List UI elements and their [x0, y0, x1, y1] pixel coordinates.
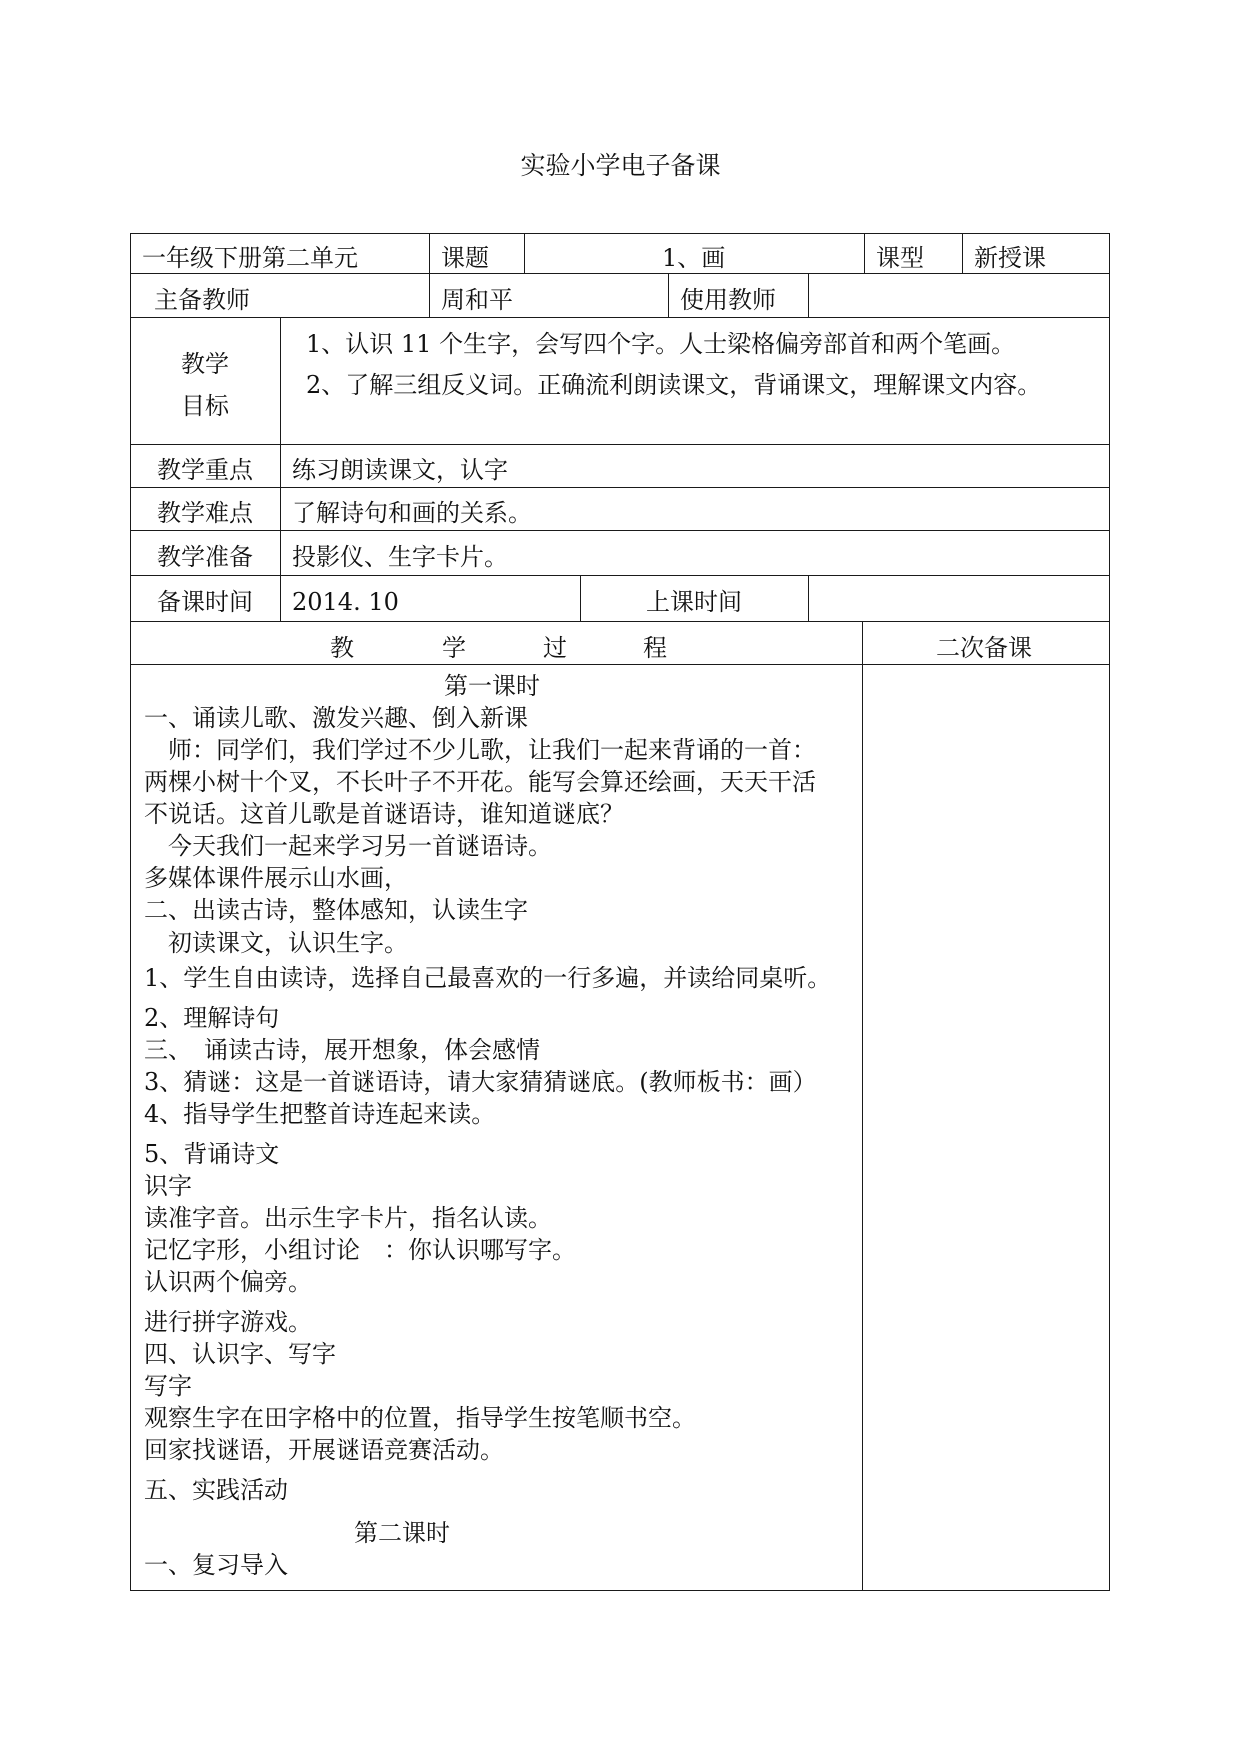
objectives-label-line1: 教学	[181, 350, 229, 378]
process-line: 写字	[144, 1372, 192, 1400]
table-border-line	[524, 233, 525, 273]
table-border-line	[862, 621, 863, 1590]
document-title: 实验小学电子备课	[520, 151, 721, 180]
objective-item: 1、认识 11 个生字，会写四个字。人士梁格偏旁部首和两个笔画。	[306, 330, 1016, 358]
process-header-char: 学	[442, 634, 466, 662]
lead-teacher-label: 主备教师	[154, 286, 250, 314]
table-border-line	[130, 621, 1110, 622]
process-line: 4、指导学生把整首诗连起来读。	[144, 1100, 496, 1128]
table-border-line	[280, 317, 281, 621]
table-border-line	[130, 664, 1110, 665]
table-border-line	[1109, 233, 1110, 1591]
table-border-line	[130, 444, 1110, 445]
process-header-char: 过	[543, 634, 567, 662]
lesson-type-label: 课型	[876, 244, 924, 272]
table-border-line	[962, 233, 963, 273]
process-header-char: 程	[643, 634, 667, 662]
process-line: 进行拼字游戏。	[144, 1308, 312, 1336]
table-border-line	[130, 575, 1110, 576]
table-border-line	[668, 273, 669, 317]
table-border-line	[808, 273, 809, 317]
preparation-label: 教学准备	[157, 543, 253, 571]
table-border-line	[130, 530, 1110, 531]
table-border-line	[130, 233, 131, 1591]
process-line: 二、出读古诗，整体感知，认读生字	[144, 896, 528, 924]
table-border-line	[130, 487, 1110, 488]
process-line: 五、实践活动	[144, 1476, 288, 1504]
process-line: 识字	[144, 1172, 192, 1200]
process-line: 记忆字形，小组讨论 ：你认识哪写字。	[144, 1236, 576, 1264]
process-line: 不说话。这首儿歌是首谜语诗，谁知道谜底？	[144, 800, 624, 828]
table-border-line	[580, 575, 581, 621]
process-line: 认识两个偏旁。	[144, 1268, 312, 1296]
process-line: 三、 诵读古诗，展开想象，体会感情	[144, 1036, 540, 1064]
table-border-line	[429, 273, 430, 317]
process-line: 读准字音。出示生字卡片，指名认读。	[144, 1204, 552, 1232]
process-line: 一、复习导入	[144, 1551, 288, 1579]
topic-label: 课题	[441, 244, 489, 272]
unit-label: 一年级下册第二单元	[142, 244, 358, 272]
second-prep-label: 二次备课	[936, 634, 1032, 662]
table-border-line	[864, 233, 865, 273]
process-line: 初读课文，认识生字。	[144, 929, 408, 957]
process-line: 1、学生自由读诗，选择自己最喜欢的一行多遍，并读给同桌听。	[144, 964, 832, 992]
class-time-label: 上课时间	[646, 588, 742, 616]
process-line: 一、诵读儿歌、激发兴趣、倒入新课	[144, 704, 528, 732]
preparation-value: 投影仪、生字卡片。	[292, 543, 508, 571]
table-border-line	[130, 233, 1110, 234]
process-line: 2、理解诗句	[144, 1004, 280, 1032]
difficulty-label: 教学难点	[157, 499, 253, 527]
topic-value: 1、画	[662, 244, 726, 272]
process-line: 两棵小树十个叉，不长叶子不开花。能写会算还绘画，天天干活	[144, 768, 816, 796]
process-line: 观察生字在田字格中的位置，指导学生按笔顺书空。	[144, 1404, 696, 1432]
process-line: 多媒体课件展示山水画，	[144, 864, 408, 892]
process-line: 3、猜谜：这是一首谜语诗，请大家猜猜谜底。(教师板书：画）	[144, 1068, 817, 1096]
lead-teacher-value: 周和平	[441, 286, 513, 314]
process-header-char: 教	[330, 634, 354, 662]
process-line: 今天我们一起来学习另一首谜语诗。	[144, 832, 552, 860]
lesson-type-value: 新授课	[974, 244, 1046, 272]
lesson1-title: 第一课时	[444, 672, 540, 700]
table-border-line	[130, 317, 1110, 318]
prep-time-value: 2014. 10	[292, 588, 399, 616]
key-point-label: 教学重点	[157, 456, 253, 484]
prep-time-label: 备课时间	[157, 588, 253, 616]
process-line: 师：同学们，我们学过不少儿歌，让我们一起来背诵的一首：	[144, 736, 816, 764]
process-line: 5、背诵诗文	[144, 1140, 280, 1168]
table-border-line	[808, 575, 809, 621]
difficulty-value: 了解诗句和画的关系。	[292, 499, 532, 527]
table-border-line	[429, 233, 430, 273]
process-line: 回家找谜语，开展谜语竞赛活动。	[144, 1436, 504, 1464]
table-border-line	[130, 1590, 1110, 1591]
user-teacher-label: 使用教师	[680, 286, 776, 314]
lesson2-title: 第二课时	[354, 1519, 450, 1547]
process-line: 四、认识字、写字	[144, 1340, 336, 1368]
table-border-line	[130, 273, 1110, 274]
objectives-label-line2: 目标	[181, 392, 229, 420]
objective-item: 2、了解三组反义词。正确流利朗读课文，背诵课文，理解课文内容。	[306, 371, 1042, 399]
key-point-value: 练习朗读课文，认字	[292, 456, 508, 484]
